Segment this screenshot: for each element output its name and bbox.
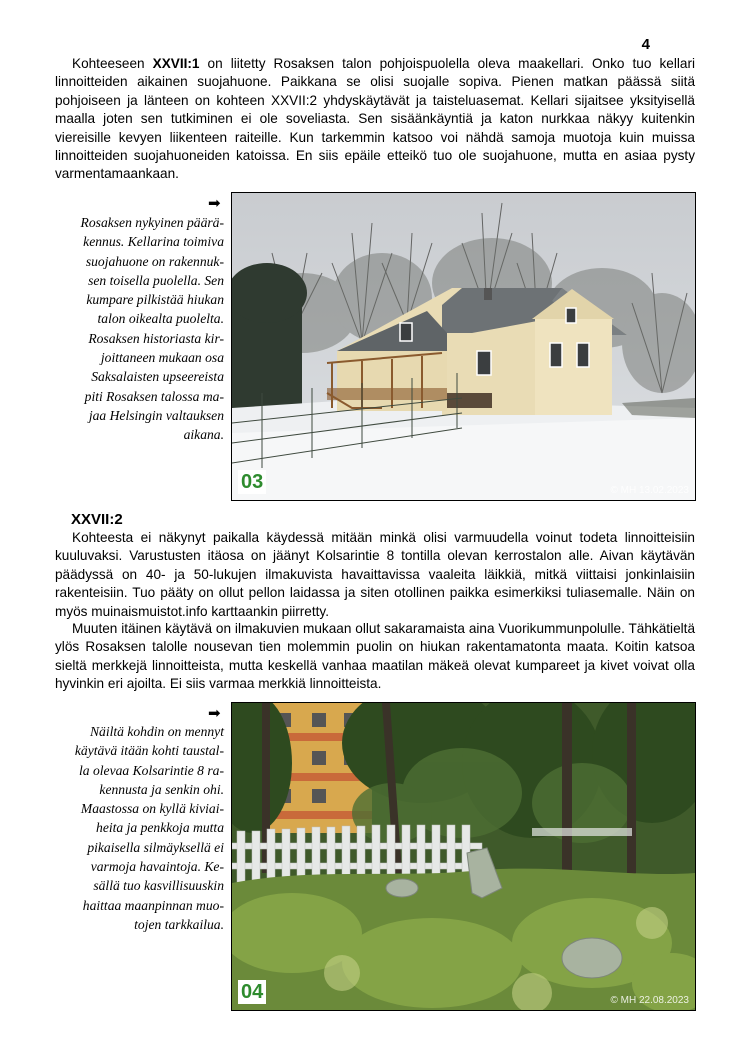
caption-line: haittaa maanpinnan muo- <box>82 897 224 913</box>
section2-paragraph-1 <box>55 529 695 621</box>
photo-number-04: 04 <box>238 980 266 1004</box>
photo-credit-04: © MH 22.08.2023 <box>610 995 689 1006</box>
caption-line: Rosaksen nykyinen päärä- <box>80 215 224 230</box>
caption-line: piti Rosaksen talossa ma- <box>84 388 224 404</box>
arrow-right-icon: ➡ <box>208 195 221 212</box>
figure-03-caption <box>56 213 224 445</box>
section2-para1-text: Kohteesta ei näkynyt paikalla käydessä mitään minkä olisi varmuudella voinut todeta linnoitteisiin kuuluvaksi. Varustusten itäosa on jäänyt Kolsarintie 8 tontilla olevan kerrostalon alle. Aivan käytävän päädyssä on 40- ja 50-lukujen ilmakuvista havaittavissa vaaleita läikkiä, mitkä viittaisi jonkinlaisiin rakenteisiin. Tuo pääty on ollut pellon laidassa ja siten otollinen paikka esimerkiksi tuliasemalle. Näin on myös muinaismuistot.info karttaankin piirretty. <box>55 530 695 619</box>
arrow-right-icon: ➡ <box>208 705 221 722</box>
caption-line: joittaneen mukaan osa <box>100 350 224 366</box>
photo-number-03: 03 <box>238 470 266 494</box>
photo-credit-03: © MH 13.02.2023 <box>610 485 689 496</box>
caption-line: kennusta ja senkin ohi. <box>99 781 224 797</box>
section-heading-xxvii-2: XXVII:2 <box>71 511 123 528</box>
caption-line: la olevaa Kolsarintie 8 ra- <box>79 762 224 778</box>
photo-03-house <box>231 192 696 501</box>
caption-line: kumpare pilkistää hiukan <box>86 292 224 308</box>
caption-line: Maastossa on kyllä kiviai- <box>80 801 224 817</box>
caption-line: varmoja havaintoja. Ke- <box>90 859 224 875</box>
caption-line: Näiltä kohdin on mennyt <box>89 724 224 739</box>
intro-text: on liitetty Rosaksen talon pohjoispuolella oleva maakellari. Onko tuo kellari linnoitteiden aikainen suojahuone. Paikkana se olisi suojalle sopiva. Pienen matkan päässä siitä pohjoiseen ja länteen on kohteen XXVII:2 yhdyskäytävät ja taisteluasemat. Kellari sijaitsee yksityisellä maalla joten sen tutkiminen ei ole soveliasta. Sen sisäänkäyntiä ja katon nurkkaa näkyy kuitenkin viereisille kevyen liikenteen raiteille. Kun tarkemmin katsoo voi nähdä samoja muotoja kuin muissa linnoitteiden suojahuoneiden katoissa. En siis epäile etteikö tuo ole suojahuone, mutta en asiaa pysty varmentamaankaan. <box>55 56 695 182</box>
caption-line: kennus. Kellarina toimiva <box>83 234 224 250</box>
caption-line: jaa Helsingin valtauksen <box>88 407 224 423</box>
caption-line: pikaisella silmäyksellä ei <box>87 839 224 855</box>
intro-lead: Kohteeseen <box>72 56 153 71</box>
caption-line: sen toisella puolella. Sen <box>88 272 224 288</box>
caption-line: Saksalaisten upseereista <box>91 369 224 385</box>
caption-line: sällä tuo kasvillisuuskin <box>93 878 224 894</box>
page-number: 4 <box>641 36 650 53</box>
section2-para2-text: Muuten itäinen käytävä on ilmakuvien mukaan ollut sakaramaista aina Vuorikummunpolulle. Tähkätieltä ylös Rosaksen talolle nousevan tien molemmin puolin on hiukan rakentamatonta maata. Koitin katsoa sieltä merkkejä linnoitteista, mutta keskellä vanhaa maatilan mäkeä olevat kumpareet ja kivet voivat olla hyvinkin eri ajoilta. Ei siis varmaa merkkiä linnoitteista. <box>55 621 695 692</box>
caption-line: tojen tarkkailua. <box>134 916 224 932</box>
caption-line: Rosaksen historiasta kir- <box>88 330 224 346</box>
site-id-xxvii-1: XXVII:1 <box>152 56 200 71</box>
intro-paragraph <box>55 55 695 184</box>
photo-04-forest <box>231 702 696 1011</box>
caption-line: aikana. <box>183 427 224 443</box>
section2-paragraph-2 <box>55 620 695 694</box>
caption-line: käytävä itään kohti taustal- <box>74 743 224 759</box>
caption-line: heita ja penkkoja mutta <box>96 820 224 836</box>
caption-line: talon oikealta puolelta. <box>97 311 224 327</box>
figure-04-caption <box>56 722 224 934</box>
caption-line: suojahuone on rakennuk- <box>85 253 224 269</box>
